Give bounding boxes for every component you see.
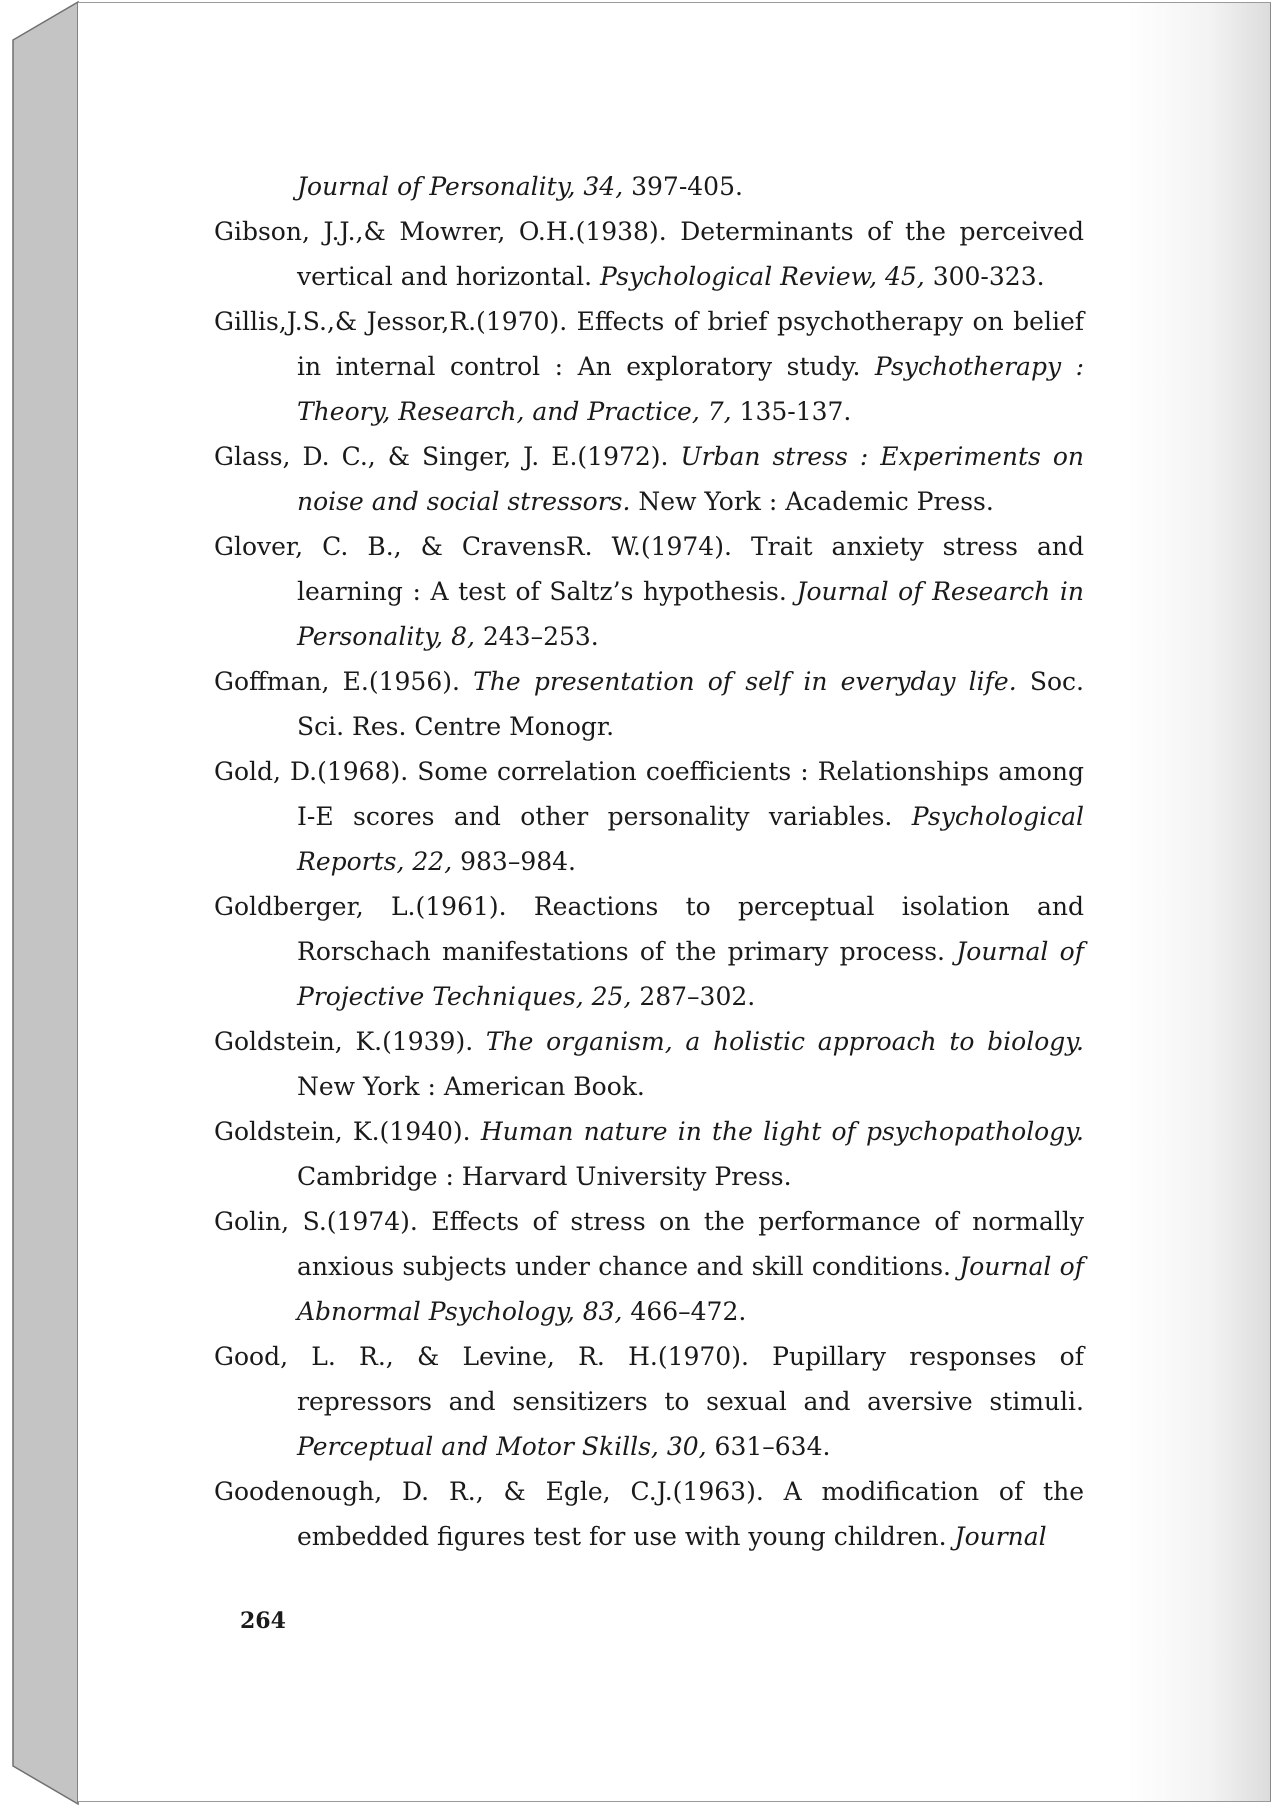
reference-italic-text: Journal of Personality, 34, bbox=[297, 172, 624, 201]
reference-italic-text: Human nature in the light of psychopathology. bbox=[480, 1117, 1084, 1146]
reference-text: 466–472. bbox=[622, 1297, 747, 1326]
reference-text: Goldstein, K.(1940). bbox=[214, 1117, 481, 1146]
reference-text: New York : American Book. bbox=[297, 1072, 645, 1101]
reference-text: Soc. Sci. Res. Centre Monogr. bbox=[297, 667, 1085, 741]
reference-text: 243–253. bbox=[474, 622, 599, 651]
reference-entry bbox=[214, 1199, 1084, 1334]
reference-entry bbox=[214, 1109, 1084, 1199]
reference-italic-text: Psychotherapy : Theory, Research, and Practice, 7, bbox=[297, 352, 1085, 426]
reference-text: Golin, S.(1974). Effects of stress on the performance of normally anxious subjects under chance and skill conditions. bbox=[214, 1207, 1084, 1281]
reference-entry bbox=[214, 749, 1084, 884]
reference-italic-text: The presentation of self in everyday life. bbox=[473, 667, 1017, 696]
reference-text: Cambridge : Harvard University Press. bbox=[297, 1162, 792, 1191]
reference-italic-text: Journal of Projective Techniques, 25, bbox=[297, 937, 1084, 1011]
reference-entry-continued bbox=[214, 164, 1084, 209]
reference-entry bbox=[214, 434, 1084, 524]
reference-italic-text: The organism, a holistic approach to biology. bbox=[485, 1027, 1084, 1056]
reference-italic-text: Urban stress : Experiments on noise and social stressors. bbox=[297, 442, 1084, 516]
book-spine bbox=[0, 0, 80, 1806]
reference-entry bbox=[214, 299, 1084, 434]
reference-italic-text: Journal bbox=[954, 1522, 1047, 1551]
reference-text: 300-323. bbox=[924, 262, 1045, 291]
reference-italic-text: Perceptual and Motor Skills, 30, bbox=[297, 1432, 707, 1461]
reference-entry bbox=[214, 884, 1084, 1019]
reference-entry bbox=[214, 1469, 1084, 1559]
reference-text: Gold, D.(1968). Some correlation coefficients : Relationships among I-E scores and other personality variables. bbox=[214, 757, 1084, 831]
reference-text: Gillis,J.S.,& Jessor,R.(1970). Effects of brief psychotherapy on belief in internal control : An exploratory study. bbox=[214, 307, 1084, 381]
reference-text: 397-405. bbox=[623, 172, 743, 201]
reference-text: 631–634. bbox=[706, 1432, 831, 1461]
reference-italic-text: Journal of Research in Personality, 8, bbox=[297, 577, 1084, 651]
reference-text: Goldberger, L.(1961). Reactions to perceptual isolation and Rorschach manifestations of the primary process. bbox=[214, 892, 1084, 966]
reference-list bbox=[214, 164, 1084, 1559]
reference-text: Glass, D. C., & Singer, J. E.(1972). bbox=[214, 442, 681, 471]
reference-text: Glover, C. B., & CravensR. W.(1974). Trait anxiety stress and learning : A test of Saltz’s hypothesis. bbox=[214, 532, 1084, 606]
reference-italic-text: Psychological Review, 45, bbox=[599, 262, 925, 291]
page-number: 264 bbox=[240, 1608, 286, 1634]
reference-text: 983–984. bbox=[452, 847, 576, 876]
reference-text: 287–302. bbox=[631, 982, 756, 1011]
reference-text: Goodenough, D. R., & Egle, C.J.(1963). A modification of the embedded figures test for use with young children. bbox=[214, 1477, 1084, 1551]
reference-text: Good, L. R., & Levine, R. H.(1970). Pupillary responses of repressors and sensitizers to sexual and aversive stimuli. bbox=[214, 1342, 1084, 1416]
reference-entry bbox=[214, 524, 1084, 659]
reference-entry bbox=[214, 209, 1084, 299]
reference-italic-text: Journal of Abnormal Psychology, 83, bbox=[297, 1252, 1084, 1326]
reference-entry bbox=[214, 1019, 1084, 1109]
reference-text: 135-137. bbox=[731, 397, 852, 426]
reference-italic-text: Psychological Reports, 22, bbox=[297, 802, 1084, 876]
reference-entry bbox=[214, 1334, 1084, 1469]
reference-text: New York : Academic Press. bbox=[630, 487, 994, 516]
reference-entry bbox=[214, 659, 1084, 749]
reference-text: Goffman, E.(1956). bbox=[214, 667, 474, 696]
reference-text: Gibson, J.J.,& Mowrer, O.H.(1938). Determinants of the perceived vertical and horizontal. bbox=[214, 217, 1084, 291]
reference-text: Goldstein, K.(1939). bbox=[214, 1027, 486, 1056]
